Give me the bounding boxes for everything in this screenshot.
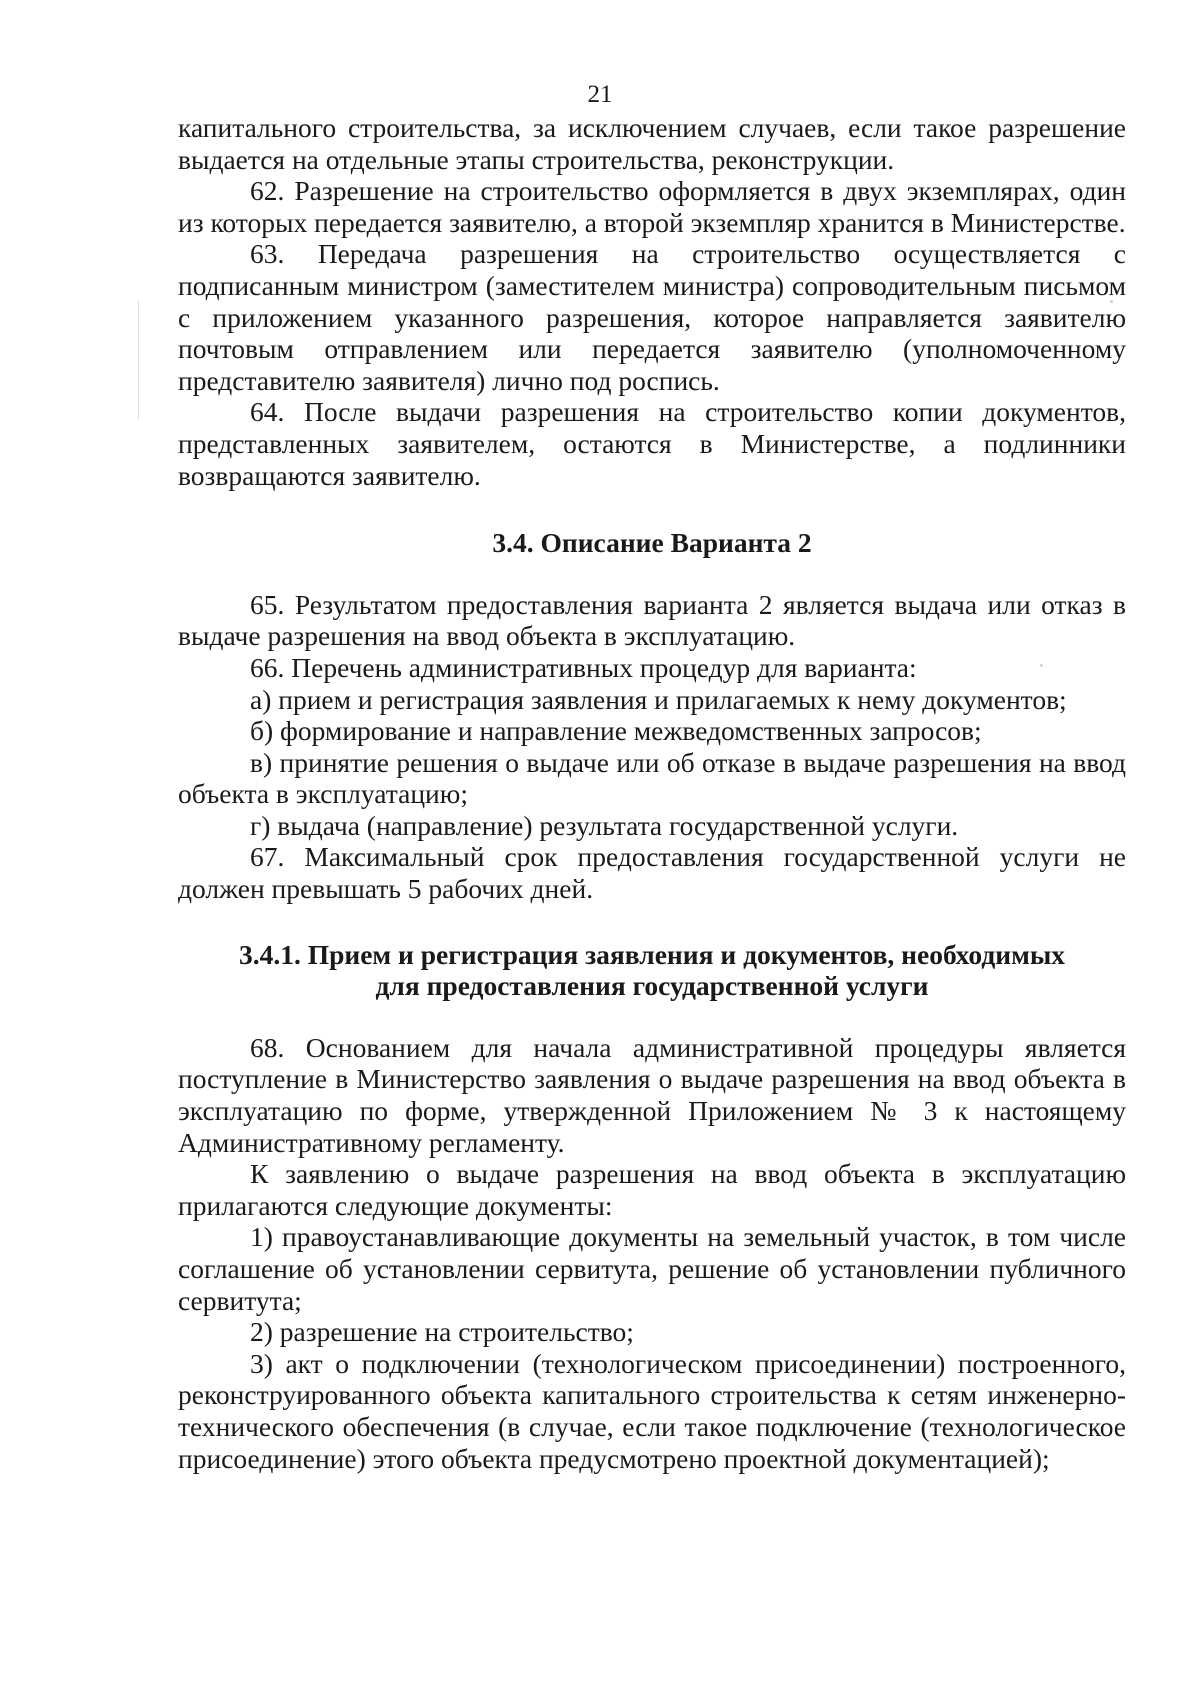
section-heading-3-4-1-line1: 3.4.1. Прием и регистрация заявления и документов, необходимых	[238, 938, 1066, 970]
spacer	[178, 491, 1126, 527]
section-heading-3-4: 3.4. Описание Варианта 2	[492, 527, 812, 559]
paragraph-62: 62. Разрешение на строительство оформляется в двух экземплярах, один из которых передается заявителю, а второй экземпляр хранится в Министерстве.	[178, 175, 1126, 238]
list-item-2: 2) разрешение на строительство;	[250, 1316, 634, 1348]
list-item-66d: г) выдача (направление) результата государственной услуги.	[250, 809, 959, 841]
paragraph-63: 63. Передача разрешения на строительство осуществляется с подписанным министром (заместителем министра) сопроводительным письмом с приложением указанного разрешения, которое направляется заявителю почтовым отправлением или передается заявителю (уполномоченному представителю заявителя) лично под роспись.	[178, 238, 1126, 396]
scan-edge-mark	[138, 300, 139, 420]
document-body	[178, 112, 1126, 1474]
paragraph-67: 67. Максимальный срок предоставления государственной услуги не должен превышать 5 рабочих дней.	[178, 841, 1126, 905]
page-number: 21	[587, 81, 613, 108]
spacer	[178, 905, 1126, 939]
paragraph-66: 66. Перечень административных процедур для варианта:	[250, 651, 917, 683]
spacer	[178, 559, 1126, 589]
paragraph-65: 65. Результатом предоставления варианта 2 является выдача или отказ в выдаче разрешения на ввод объекта в эксплуатацию.	[178, 588, 1126, 652]
paragraph-64: 64. После выдачи разрешения на строительство копии документов, представленных заявителем, остаются в Министерстве, а подлинники возвращаются заявителю.	[178, 396, 1126, 491]
paragraph-68-attachments: К заявлению о выдаче разрешения на ввод объекта в эксплуатацию прилагаются следующие документы:	[178, 1158, 1126, 1221]
spacer	[178, 1002, 1126, 1032]
list-item-66a: а) прием и регистрация заявления и прилагаемых к нему документов;	[250, 683, 1067, 715]
list-item-3: 3) акт о подключении (технологическом присоединении) построенного, реконструированного объекта капитального строительства к сетям инженерно-технического обеспечения (в случае, если такое подключение (технологическое присоединение) этого объекта предусмотрено проектной документацией);	[178, 1347, 1126, 1474]
list-item-66c: в) принятие решения о выдаче или об отказе в выдаче разрешения на ввод объекта в эксплуатацию;	[178, 746, 1126, 810]
section-heading-3-4-1-line2: для предоставления государственной услуги	[375, 970, 929, 1002]
paragraph-68: 68. Основанием для начала административной процедуры является поступление в Министерство заявления о выдаче разрешения на ввод объекта в эксплуатацию по форме, утвержденной Приложением № 3 к настоящему Административному регламенту.	[178, 1031, 1126, 1158]
list-item-66b: б) формирование и направление межведомственных запросов;	[250, 715, 982, 747]
paragraph-continuation: капитального строительства, за исключением случаев, если такое разрешение выдается на отдельные этапы строительства, реконструкции.	[178, 112, 1126, 175]
list-item-1: 1) правоустанавливающие документы на земельный участок, в том числе соглашение об установлении сервитута, решение об установлении публичного сервитута;	[178, 1221, 1126, 1316]
